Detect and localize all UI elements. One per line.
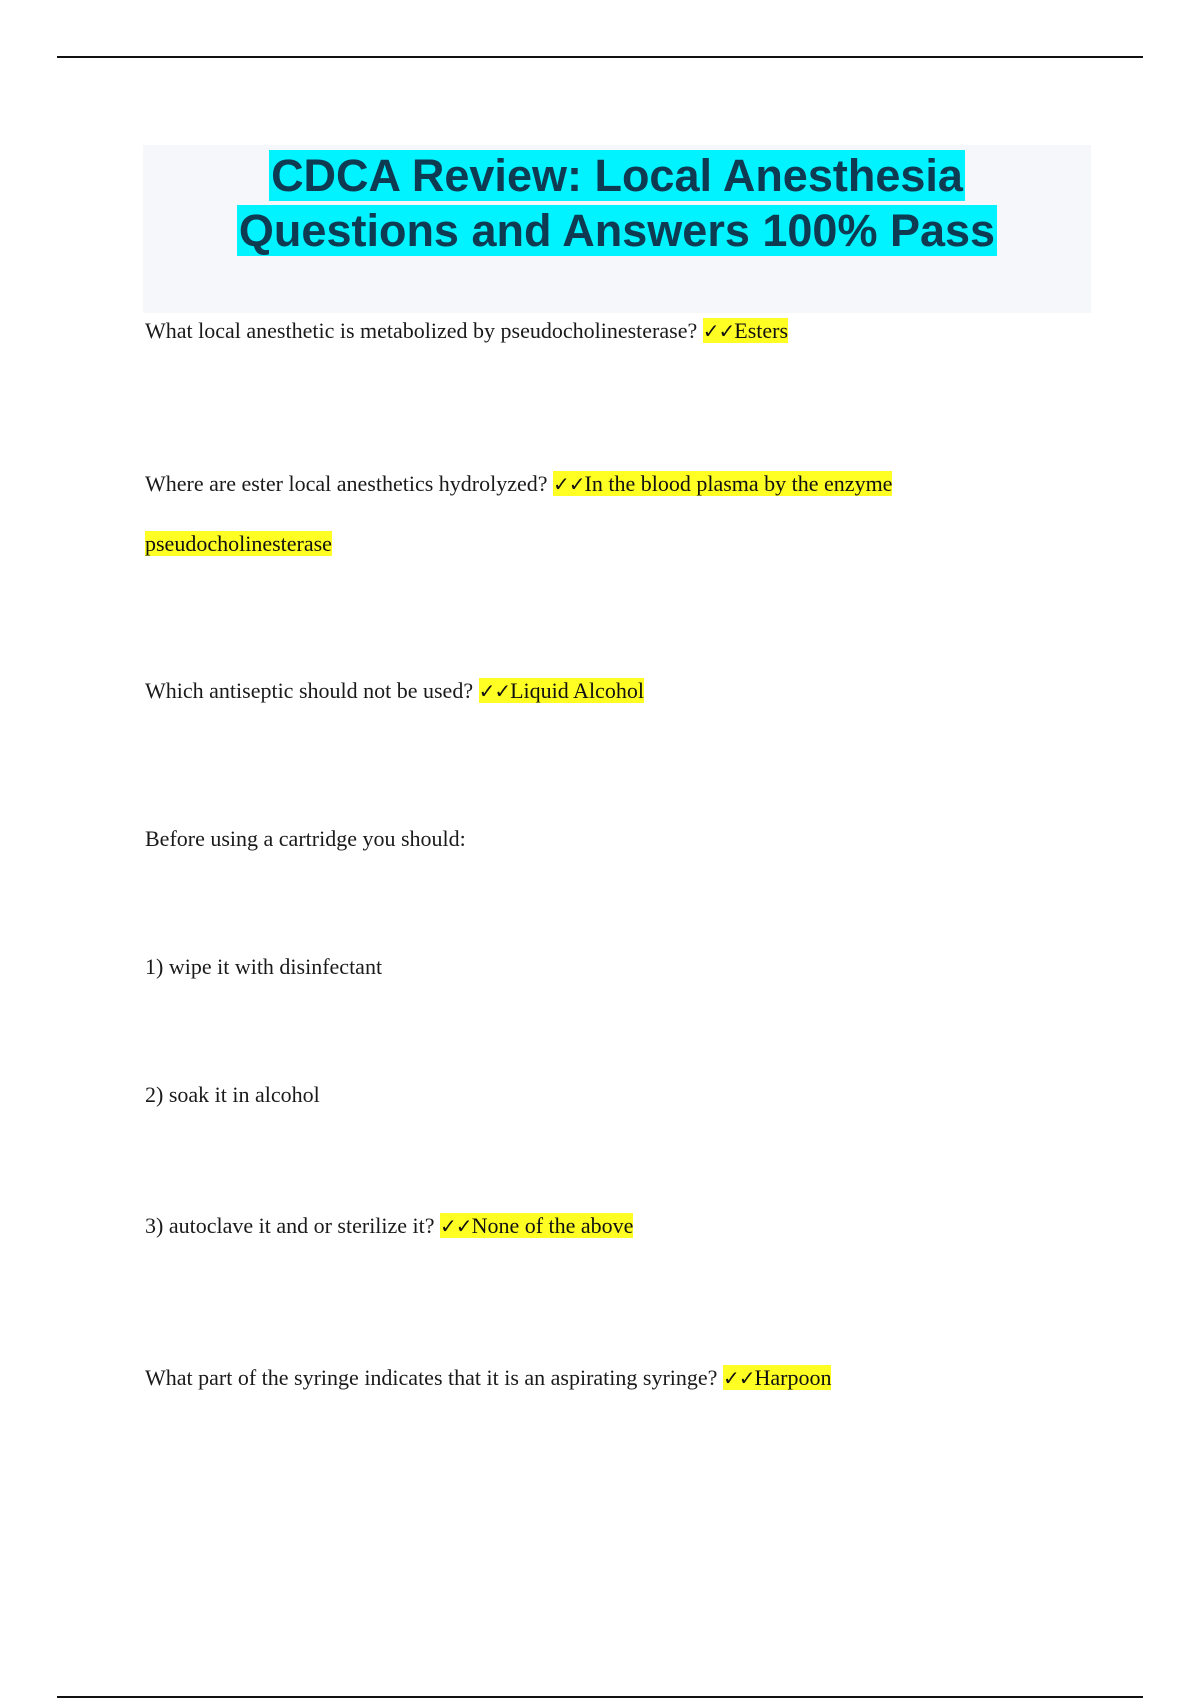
qa-item-7 (145, 1211, 633, 1241)
answer-highlight (553, 471, 892, 496)
double-check-icon: ✓✓ (440, 1214, 472, 1238)
option-text: 1) wipe it with disinfectant (145, 954, 383, 979)
top-rule (57, 56, 1143, 58)
qa-item-4 (145, 824, 466, 854)
question-text: What local anesthetic is metabolized by pseudocholinesterase? (145, 318, 703, 343)
bottom-rule (57, 1696, 1143, 1698)
question-text: Where are ester local anesthetics hydrolyzed? (145, 471, 554, 496)
answer-text: None of the above (471, 1213, 634, 1238)
title-block (143, 145, 1091, 313)
qa-item-3 (145, 676, 644, 706)
qa-item-1 (145, 316, 788, 346)
qa-item-5 (145, 952, 382, 982)
answer-text: Esters (734, 318, 789, 343)
question-text: What part of the syringe indicates that it is an aspirating syringe? (145, 1365, 723, 1390)
qa-item-8 (145, 1363, 831, 1393)
option-text: 2) soak it in alcohol (145, 1082, 320, 1107)
qa-item-6 (145, 1080, 320, 1110)
document-title (143, 145, 1091, 258)
answer-text: Liquid Alcohol (510, 678, 644, 703)
qa-item-2 (145, 469, 892, 499)
double-check-icon: ✓✓ (702, 319, 735, 343)
title-line-1: CDCA Review: Local Anesthesia (271, 150, 963, 201)
question-text: Which antiseptic should not be used? (145, 678, 479, 703)
double-check-icon: ✓✓ (478, 679, 511, 703)
answer-highlight (479, 678, 644, 703)
question-text: 3) autoclave it and or sterilize it? (145, 1213, 441, 1238)
answer-highlight (723, 1365, 832, 1390)
double-check-icon: ✓✓ (553, 472, 585, 496)
question-text: Before using a cartridge you should: (145, 826, 466, 851)
answer-text-continued: pseudocholinesterase (145, 531, 332, 556)
answer-text: Harpoon (754, 1365, 832, 1390)
title-line-2: Questions and Answers 100% Pass (238, 205, 996, 256)
double-check-icon: ✓✓ (722, 1366, 755, 1390)
qa-item-2-continued (145, 529, 332, 559)
answer-highlight (440, 1213, 633, 1238)
answer-highlight (703, 318, 788, 343)
answer-text: In the blood plasma by the enzyme (584, 471, 893, 496)
